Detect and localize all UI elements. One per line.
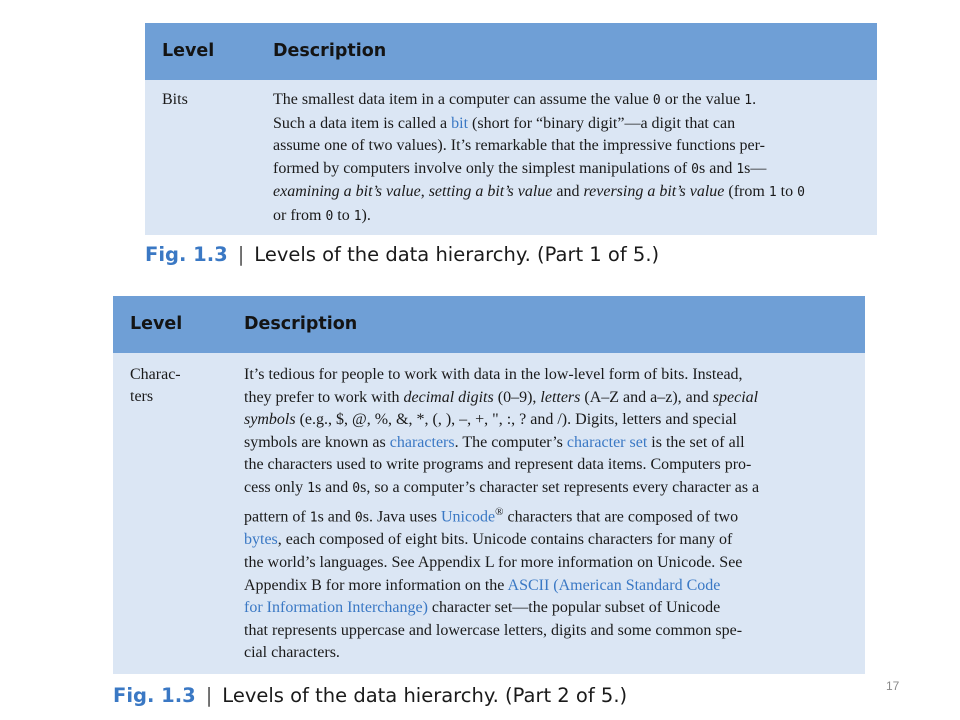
description-characters: It’s tedious for people to work with data in the low-level form of bits. Instead, they prefer to work with decimal digits (0–9), letters (A–Z and a–z), and special symbols (e.g., $, @, %, &, *, (, ), –, +, ", :, ? and /). Digits, letters and special symbols are known as characters. The computer’s character set is the set of all the characters used to write programs and represent data items. Computers pro- cess only 1s and 0s, so a computer’s character set represents every character as a pattern of 1s and 0s. Java uses Unicode® characters that are composed of two bytes, each composed of eight bits. Unicode contains characters for many of the world’s languages. See Appendix L for more information on Unicode. See Appendix B for more information on the ASCII (American Standard Code for Information Interchange) character set—the popular subset of Unicode that represents uppercase and lowercase letters, digits and some common spe- cial characters. xyxy=(244,366,760,662)
level-bits: Bits xyxy=(162,91,188,108)
figure-label: Fig. 1.3 xyxy=(113,684,196,707)
term-ascii: ASCII (American Standard Code xyxy=(507,576,721,594)
table-header xyxy=(113,296,865,353)
table-bits xyxy=(145,23,877,235)
term-bytes: bytes xyxy=(244,531,278,549)
figure-caption-1: Fig. 1.3 | Levels of the data hierarchy. (Part 1 of 5.) xyxy=(145,243,660,266)
term-ascii-cont: for Information Interchange) xyxy=(244,599,428,617)
header-level: Level xyxy=(130,314,183,334)
term-character-set: character set xyxy=(566,433,648,451)
page-number: 17 xyxy=(886,679,900,693)
level-characters: Charac- ters xyxy=(130,366,181,406)
term-unicode: Unicode xyxy=(440,507,496,525)
term-characters: characters xyxy=(389,433,455,451)
table-header xyxy=(145,23,877,80)
figure-caption-2: Fig. 1.3 | Levels of the data hierarchy. (Part 2 of 5.) xyxy=(113,684,628,707)
term-bit: bit xyxy=(451,114,469,132)
header-level: Level xyxy=(162,41,215,61)
figure-label: Fig. 1.3 xyxy=(145,243,228,266)
header-description: Description xyxy=(244,314,358,334)
table-characters xyxy=(113,296,865,674)
header-description: Description xyxy=(273,41,387,61)
description-bits: The smallest data item in a computer can assume the value 0 or the value 1. Such a data item is called a bit (short for “binary digit”—a digit that can assume one of two values). It’s remarkable that the impressive functions per- formed by computers involve only the simplest manipulations of 0s and 1s— examining a bit’s value, setting a bit’s value and reversing a bit’s value (from 1 to 0 or from 0 to 1). xyxy=(273,91,805,224)
